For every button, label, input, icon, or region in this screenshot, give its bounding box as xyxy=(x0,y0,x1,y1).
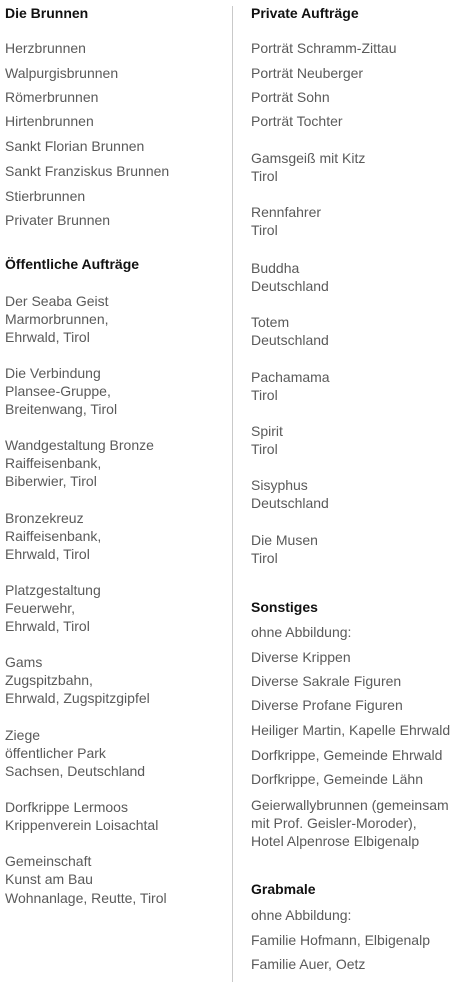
sonstiges-heading: Sonstiges xyxy=(251,599,318,615)
oeffentliche-line: Der Seaba Geist xyxy=(5,293,109,309)
private-heading: Private Aufträge xyxy=(251,5,359,21)
oeffentliche-line: Platzgestaltung xyxy=(5,582,101,598)
private-line: Totem xyxy=(251,314,290,330)
private-line: Gamsgeiß mit Kitz xyxy=(251,150,366,166)
column-divider xyxy=(232,6,233,982)
oeffentliche-line: Plansee-Gruppe, xyxy=(5,383,111,399)
oeffentliche-line: Biberwier, Tirol xyxy=(5,473,97,489)
sonstiges-item: Diverse Krippen xyxy=(251,649,351,665)
private-line: Tirol xyxy=(251,387,278,403)
private-line: Deutschland xyxy=(251,278,329,294)
private-line: Deutschland xyxy=(251,332,329,348)
oeffentliche-line: Wandgestaltung Bronze xyxy=(5,437,154,453)
oeffentliche-line: Die Verbindung xyxy=(5,365,101,381)
sonstiges-item: Diverse Sakrale Figuren xyxy=(251,673,402,689)
oeffentliche-line: Zugspitzbahn, xyxy=(5,672,93,688)
grabmale-item: Familie Auer, Oetz xyxy=(251,956,366,972)
oeffentliche-line: Ehrwald, Tirol xyxy=(5,546,90,562)
private-line: Tirol xyxy=(251,168,278,184)
oeffentliche-line: Dorfkrippe Lermoos xyxy=(5,799,128,815)
grabmale-item: Familie Hofmann, Elbigenalp xyxy=(251,932,430,948)
oeffentliche-line: Sachsen, Deutschland xyxy=(5,763,146,779)
brunnen-item: Sankt Franziskus Brunnen xyxy=(5,163,170,179)
oeffentliche-line: Ehrwald, Zugspitzgipfel xyxy=(5,690,150,706)
oeffentliche-line: Feuerwehr, xyxy=(5,600,76,616)
oeffentliche-line: Marmorbrunnen, xyxy=(5,311,109,327)
private-line: Buddha xyxy=(251,260,300,276)
private-line: Pachamama xyxy=(251,369,330,385)
oeffentliche-line: Ziege xyxy=(5,727,41,743)
oeffentliche-line: Breitenwang, Tirol xyxy=(5,401,118,417)
brunnen-item: Walpurgisbrunnen xyxy=(5,65,119,81)
oeffentliche-line: Gams xyxy=(5,654,43,670)
oeffentliche-line: Bronzekreuz xyxy=(5,510,84,526)
brunnen-heading: Die Brunnen xyxy=(5,5,89,21)
portrait-item: Porträt Tochter xyxy=(251,113,343,129)
private-line: Deutschland xyxy=(251,495,329,511)
private-line: Rennfahrer xyxy=(251,204,322,220)
grabmale-item: ohne Abbildung: xyxy=(251,907,352,923)
oeffentliche-line: Raiffeisenbank, xyxy=(5,455,102,471)
private-line: Tirol xyxy=(251,222,278,238)
oeffentliche-line: öffentlicher Park xyxy=(5,745,106,761)
brunnen-item: Hirtenbrunnen xyxy=(5,113,94,129)
oeffentliche-heading: Öffentliche Aufträge xyxy=(5,256,140,272)
private-line: Tirol xyxy=(251,550,278,566)
private-line: Tirol xyxy=(251,441,278,457)
oeffentliche-line: Kunst am Bau xyxy=(5,871,93,887)
brunnen-item: Sankt Florian Brunnen xyxy=(5,138,145,154)
oeffentliche-line: Ehrwald, Tirol xyxy=(5,618,90,634)
sonstiges-item: Hotel Alpenrose Elbigenalp xyxy=(251,833,420,849)
private-line: Sisyphus xyxy=(251,477,308,493)
sonstiges-item: ohne Abbildung: xyxy=(251,624,352,640)
oeffentliche-line: Ehrwald, Tirol xyxy=(5,329,90,345)
sonstiges-item: Heiliger Martin, Kapelle Ehrwald xyxy=(251,722,451,738)
portrait-item: Porträt Schramm-Zittau xyxy=(251,40,397,56)
portrait-item: Porträt Sohn xyxy=(251,89,330,105)
sonstiges-item: Dorfkrippe, Gemeinde Ehrwald xyxy=(251,747,443,763)
sonstiges-item: Diverse Profane Figuren xyxy=(251,697,403,713)
oeffentliche-line: Gemeinschaft xyxy=(5,853,92,869)
brunnen-item: Privater Brunnen xyxy=(5,212,111,228)
grabmale-heading: Grabmale xyxy=(251,881,316,897)
portrait-item: Porträt Neuberger xyxy=(251,65,364,81)
private-line: Spirit xyxy=(251,423,283,439)
brunnen-item: Stierbrunnen xyxy=(5,188,86,204)
sonstiges-item: mit Prof. Geisler-Moroder), xyxy=(251,815,417,831)
brunnen-item: Herzbrunnen xyxy=(5,40,86,56)
sonstiges-item: Geierwallybrunnen (gemeinsam xyxy=(251,797,449,813)
oeffentliche-line: Raiffeisenbank, xyxy=(5,528,102,544)
oeffentliche-line: Wohnanlage, Reutte, Tirol xyxy=(5,890,167,906)
sonstiges-item: Dorfkrippe, Gemeinde Lähn xyxy=(251,771,423,787)
brunnen-item: Römerbrunnen xyxy=(5,89,99,105)
oeffentliche-line: Krippenverein Loisachtal xyxy=(5,817,159,833)
private-line: Die Musen xyxy=(251,532,318,548)
